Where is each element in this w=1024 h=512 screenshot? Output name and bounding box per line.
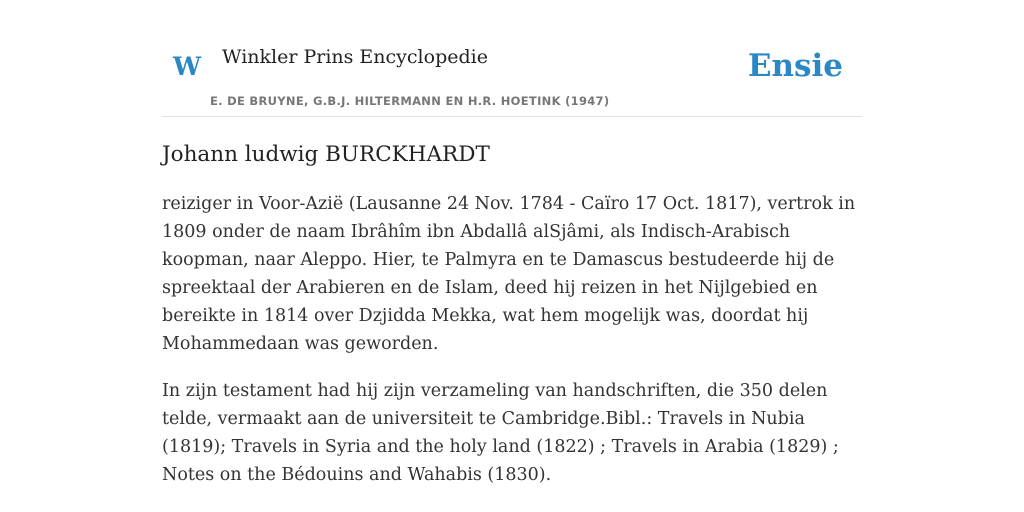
article: [162, 139, 864, 508]
article-title: Johann ludwig BURCKHARDT: [162, 142, 490, 167]
brand-logo-link[interactable]: Ensie: [747, 48, 843, 84]
logo-icon[interactable]: W: [173, 52, 202, 81]
site-title-link[interactable]: Winkler Prins Encyclopedie: [222, 46, 488, 68]
site-header: [162, 40, 862, 117]
site-authors: E. DE BRUYNE, G.B.J. HILTERMANN EN H.R. HOETINK (1947): [210, 94, 610, 108]
article-paragraph: reiziger in Voor-Azië (Lausanne 24 Nov. 1784 - Caïro 17 Oct. 1817), vertrok in 1809 onder de naam Ibrâhîm ibn Abdallâ alSjâmi, als Indisch-Arabisch koopman, naar Aleppo. Hier, te Palmyra en te Damascus bestudeerde hij de spreektaal der Arabieren en de Islam, deed hij reizen in het Nijlgebied en bereikte in 1814 over Dzjidda Mekka, wat hem mogelijk was, doordat hij Mohammedaan was geworden.: [162, 194, 856, 354]
article-paragraph: In zijn testament had hij zijn verzameling van handschriften, die 350 delen telde, vermaakt aan de universiteit te Cambridge.Bibl.: Travels in Nubia (1819); Travels in Syria and the holy land (1822) ; Travels in Arabia (1829) ; Notes on the Bédouins and Wahabis (1830).: [162, 381, 839, 485]
